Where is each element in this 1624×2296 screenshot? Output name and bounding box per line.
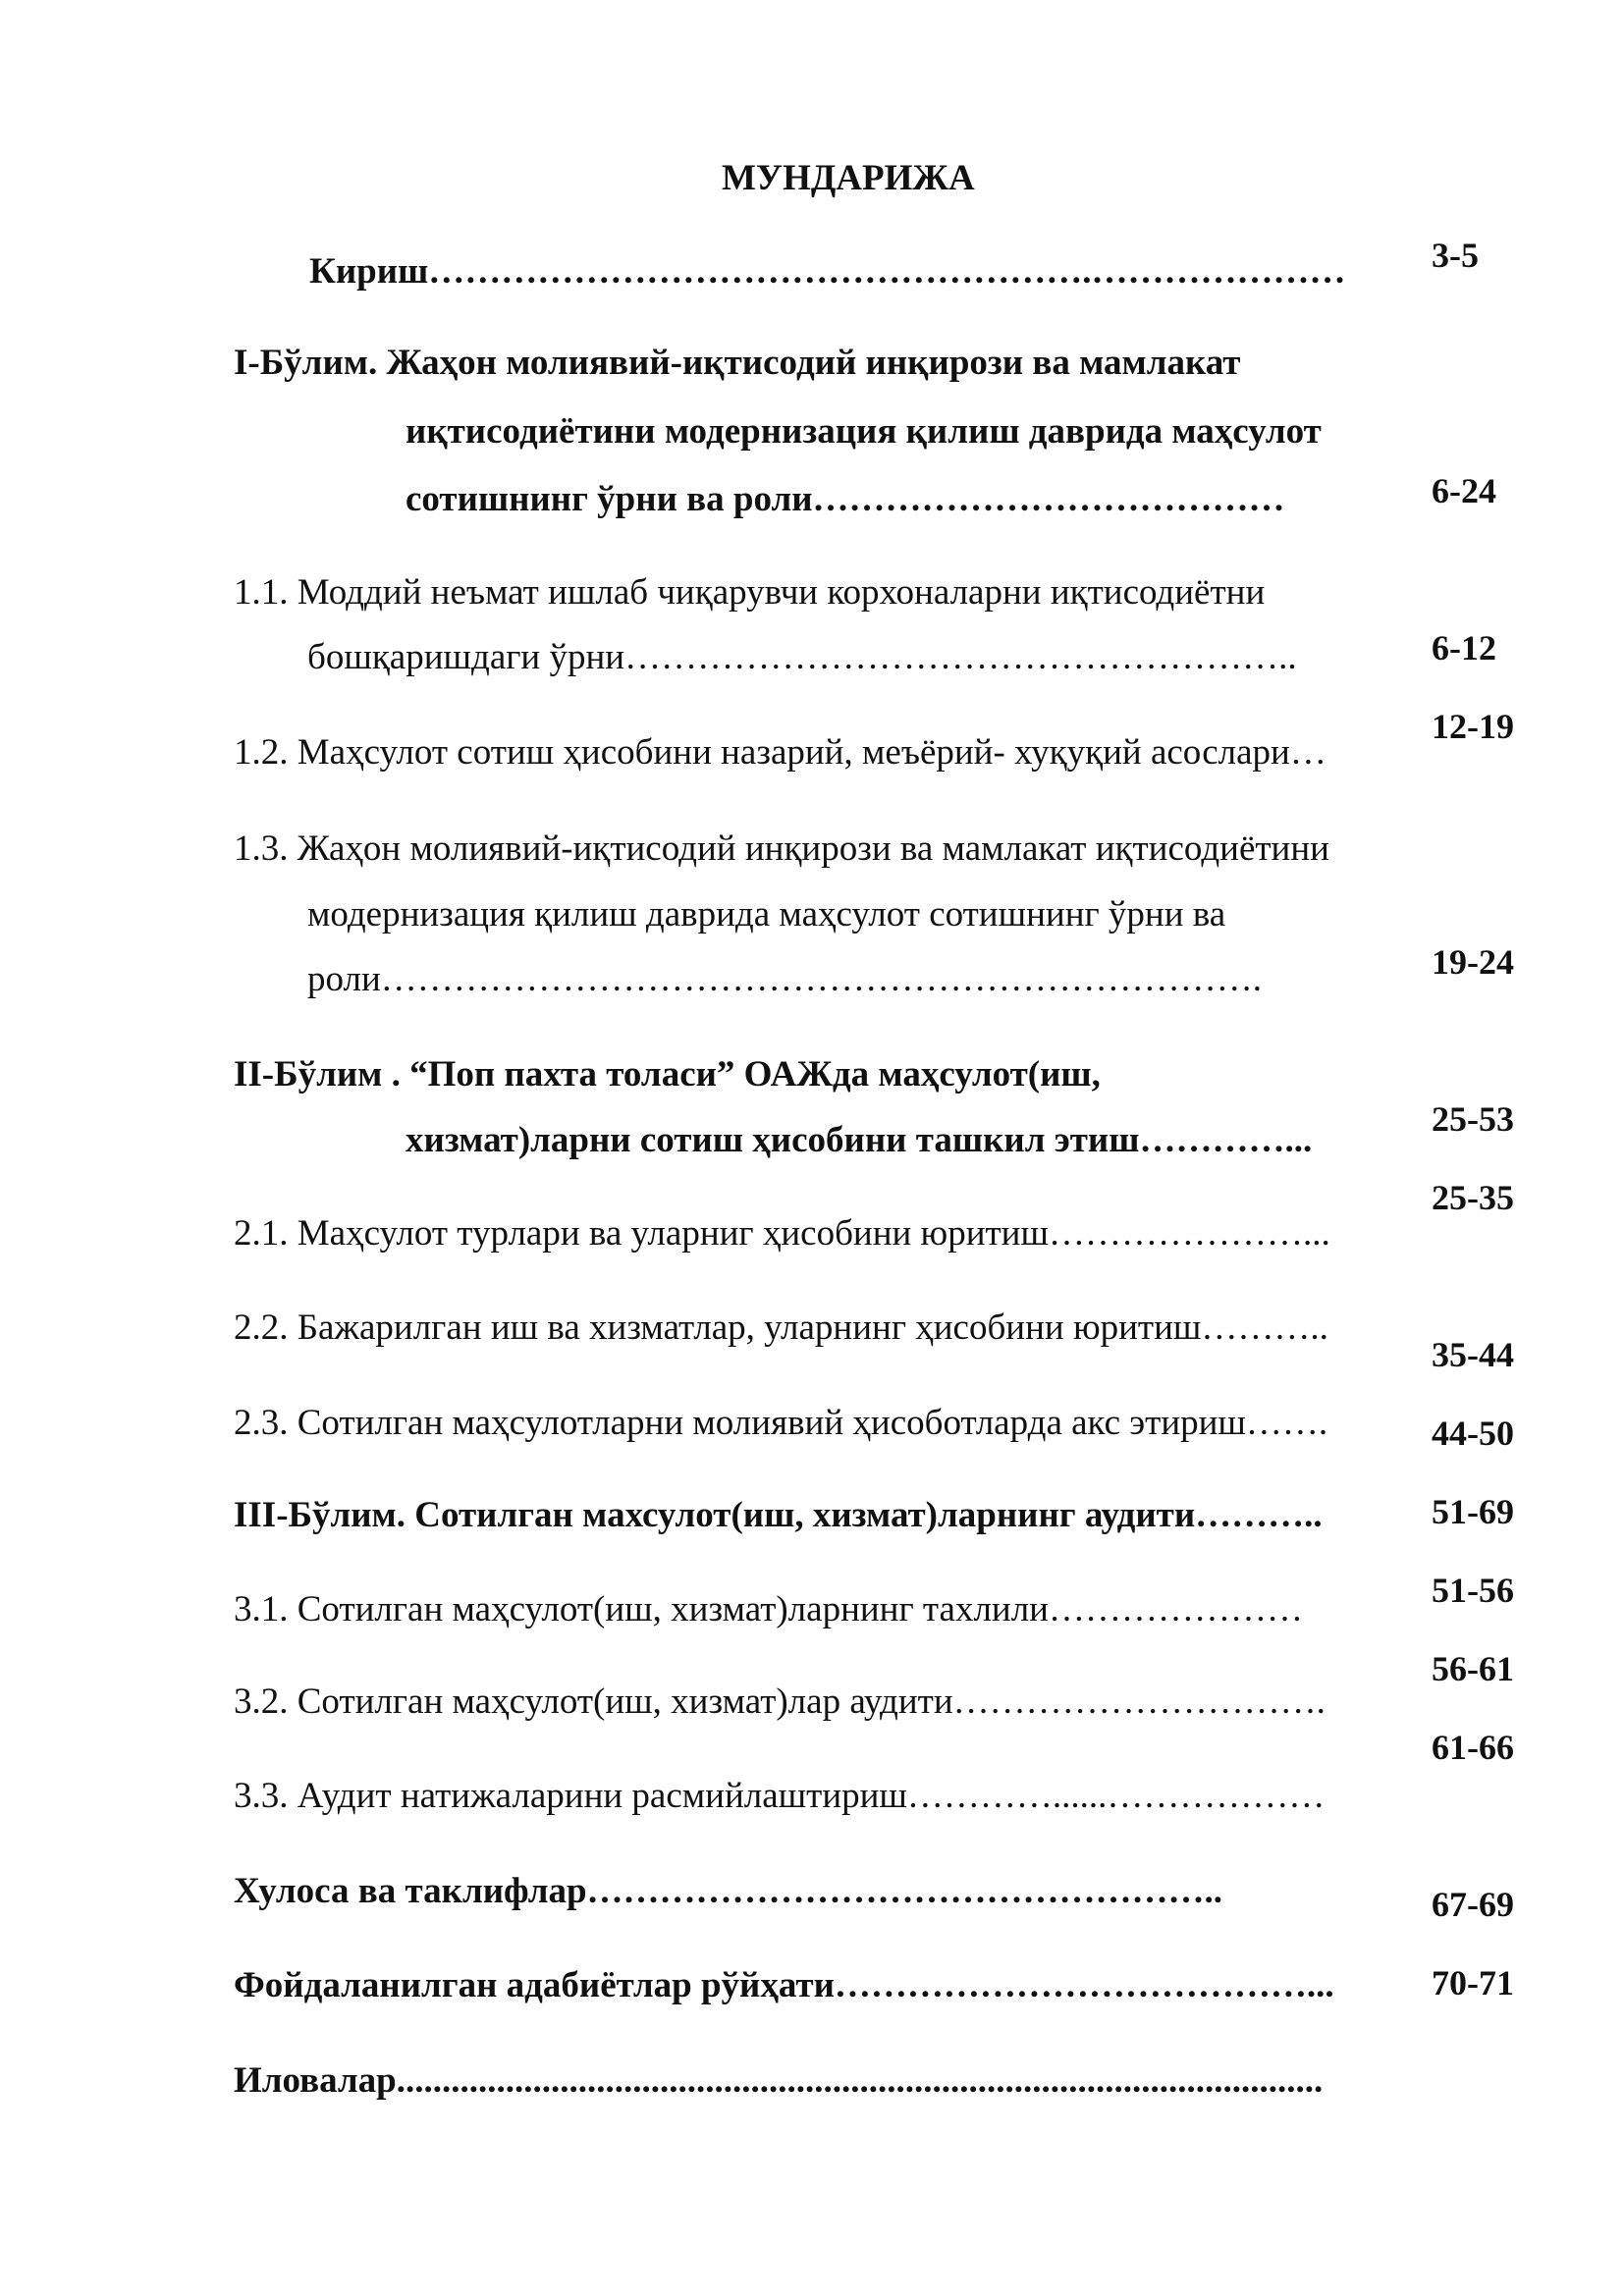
toc-s3-2: 3.2. Сотилган маҳсулот(иш, хизмат)лар аудити………………………….	[234, 1682, 1326, 1722]
toc-page-part2: 25-53	[1432, 1099, 1514, 1139]
toc-page-part3: 51-69	[1432, 1492, 1514, 1531]
toc-part3: III-Бўлим. Сотилган махсулот(иш, хизмат)ларнинг аудити………..	[234, 1495, 1323, 1535]
toc-s2-3: 2.3. Сотилган маҳсулотларни молиявий ҳисоботларда акс этириш…….	[234, 1403, 1328, 1443]
toc-page-references: 70-71	[1432, 1963, 1514, 2002]
toc-page-s3-1: 51-56	[1432, 1571, 1514, 1610]
toc-page-s1-3: 19-24	[1432, 942, 1514, 982]
toc-s2-1: 2.1. Маҳсулот турлари ва уларниг ҳисобини юритиш…………………...	[234, 1213, 1330, 1254]
toc-s2-2: 2.2. Бажарилган иш ва хизматлар, уларнинг ҳисобини юритиш………..	[234, 1308, 1328, 1348]
toc-page-s3-2: 56-61	[1432, 1649, 1514, 1688]
toc-page-s3-3: 61-66	[1432, 1728, 1514, 1767]
toc-references: Фойдаланилган адабиётлар рўйҳати…………………………………...	[234, 1965, 1334, 2005]
toc-page-s1-1: 6-12	[1432, 628, 1496, 667]
toc-page-s2-1: 25-35	[1432, 1178, 1514, 1217]
toc-entry-intro: Кириш……………………………………………….…………………	[309, 251, 1346, 292]
toc-page-s1-2: 12-19	[1432, 707, 1514, 746]
toc-page-s2-2: 35-44	[1432, 1335, 1514, 1374]
toc-part2-line1: II-Бўлим . “Поп пахта толаси” ОАЖда маҳсулот(иш,	[234, 1054, 1101, 1095]
toc-part2-line2: хизмат)ларни сотиш ҳисобини ташкил этиш…………...	[406, 1120, 1313, 1160]
toc-part1-line3: сотишнинг ўрни ва роли…………………………………	[406, 479, 1285, 519]
toc-conclusion: Хулоса ва таклифлар……………………………………………..	[234, 1871, 1223, 1911]
toc-s3-1: 3.1. Сотилган маҳсулот(иш, хизмат)ларнинг тахлили…………………	[234, 1589, 1303, 1629]
toc-part1-line2: иқтисодиётини модернизация қилиш даврида маҳсулот	[406, 411, 1322, 452]
toc-s1-3-line1: 1.3. Жаҳон молиявий-иқтисодий инқирози ва мамлакат иқтисодиётини	[234, 828, 1329, 869]
toc-part1-line1: I-Бўлим. Жаҳон молиявий-иқтисодий инқирози ва мамлакат	[234, 343, 1241, 383]
toc-s1-1-line2: бошқаришдаги ўрни………………………………………………..	[307, 637, 1297, 677]
page-title: МУНДАРИЖА	[722, 158, 975, 198]
toc-s1-3-line3: роли……………………………………………………………….	[307, 959, 1263, 999]
toc-s1-2: 1.2. Маҳсулот сотиш ҳисобини назарий, меъёрий- хуқуқий асослари…	[234, 732, 1326, 773]
toc-s1-3-line2: модернизация қилиш даврида маҳсулот сотишнинг ўрни ва	[307, 894, 1226, 934]
toc-s3-3: 3.3. Аудит натижаларини расмийлаштириш…………......………………	[234, 1776, 1326, 1816]
toc-appendix: Иловалар......................................................................................................	[234, 2060, 1324, 2101]
toc-page-s2-3: 44-50	[1432, 1414, 1514, 1453]
toc-page-part1: 6-24	[1432, 471, 1496, 510]
toc-page-intro: 3-5	[1432, 236, 1479, 275]
toc-page-conclusion: 67-69	[1432, 1885, 1514, 1924]
toc-s1-1-line1: 1.1. Моддий неъмат ишлаб чиқарувчи корхоналарни иқтисодиётни	[234, 572, 1266, 613]
